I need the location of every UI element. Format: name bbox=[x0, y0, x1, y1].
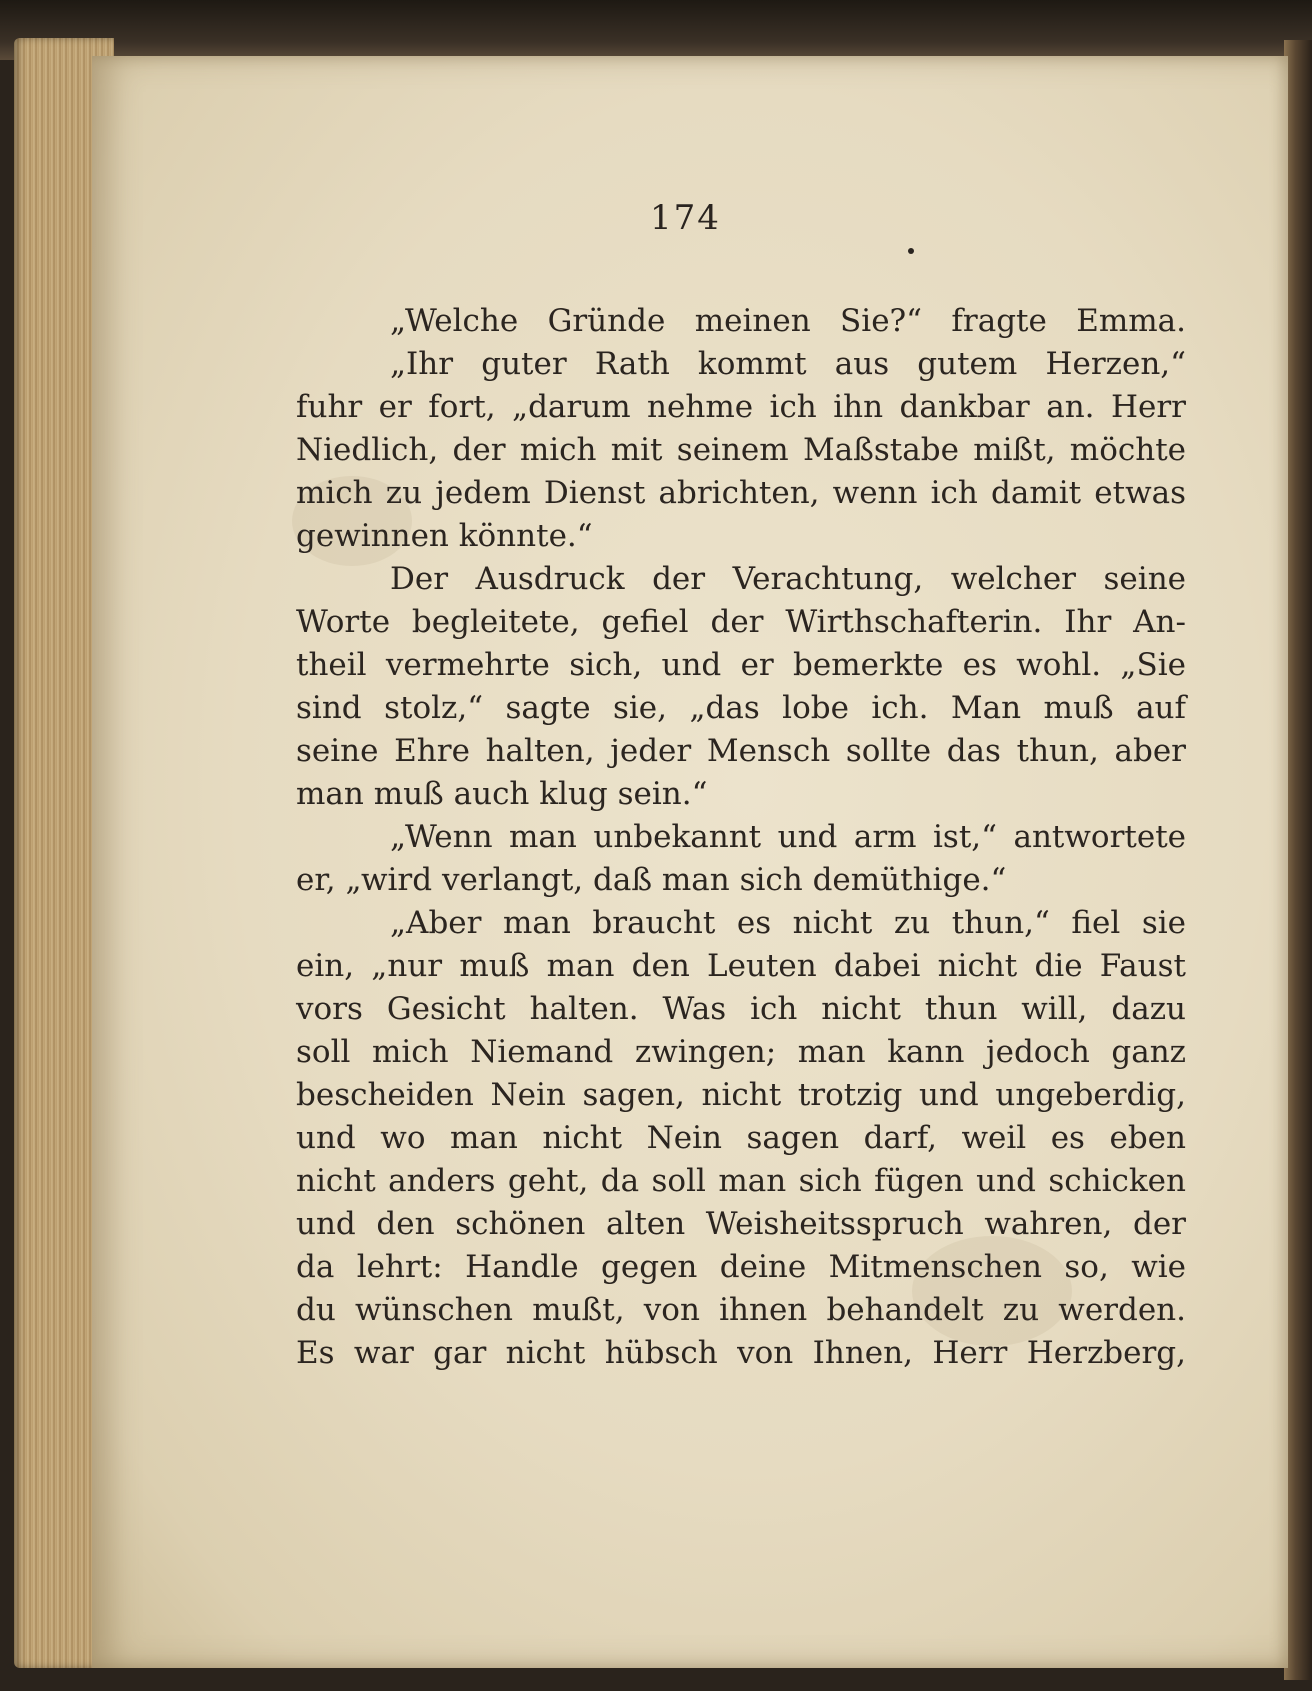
text-line: er, „wird verlangt, daß man sich demüthige.“ bbox=[296, 862, 1007, 898]
text-line: Der Ausdruck der Verachtung, welcher seine bbox=[390, 561, 1186, 597]
text-line: fuhr er fort, „darum nehme ich ihn dankbar an. Herr bbox=[296, 389, 1186, 425]
text-line: du wünschen mußt, von ihnen behandelt zu werden. bbox=[296, 1292, 1186, 1328]
text-line: sind stolz,“ sagte sie, „das lobe ich. Man muß auf bbox=[296, 690, 1186, 726]
text-line: und den schönen alten Weisheitsspruch wahren, der bbox=[296, 1206, 1186, 1242]
text-line: Niedlich, der mich mit seinem Maßstabe mißt, möchte bbox=[296, 432, 1186, 468]
book-top-edge bbox=[0, 0, 1312, 60]
text-line: da lehrt: Handle gegen deine Mitmenschen so, wie bbox=[296, 1249, 1186, 1285]
text-line: „Ihr guter Rath kommt aus gutem Herzen,“ bbox=[390, 346, 1186, 382]
body-text bbox=[296, 300, 1186, 1375]
text-line: gewinnen könnte.“ bbox=[296, 518, 593, 554]
text-line: und wo man nicht Nein sagen darf, weil es eben bbox=[296, 1120, 1186, 1156]
text-line: Es war gar nicht hübsch von Ihnen, Herr Herzberg, bbox=[296, 1335, 1186, 1371]
text-line: „Aber man braucht es nicht zu thun,“ fiel sie bbox=[390, 905, 1186, 941]
text-line: „Welche Gründe meinen Sie?“ fragte Emma. bbox=[390, 303, 1186, 339]
text-line: theil vermehrte sich, und er bemerkte es wohl. „Sie bbox=[296, 647, 1186, 683]
stray-dot bbox=[908, 248, 914, 254]
facing-page-edge bbox=[1284, 40, 1312, 1680]
text-line: „Wenn man unbekannt und arm ist,“ antwortete bbox=[390, 819, 1186, 855]
text-line: man muß auch klug sein.“ bbox=[296, 776, 708, 812]
text-line: ein, „nur muß man den Leuten dabei nicht die Faust bbox=[296, 948, 1186, 984]
text-line: seine Ehre halten, jeder Mensch sollte das thun, aber bbox=[296, 733, 1186, 769]
text-line: vors Gesicht halten. Was ich nicht thun will, dazu bbox=[296, 991, 1186, 1027]
text-line: mich zu jedem Dienst abrichten, wenn ich damit etwas bbox=[296, 475, 1186, 511]
text-line: bescheiden Nein sagen, nicht trotzig und ungeberdig, bbox=[296, 1077, 1186, 1113]
page-number: 174 bbox=[650, 198, 721, 238]
text-line: Worte begleitete, gefiel der Wirthschafterin. Ihr An- bbox=[296, 604, 1186, 640]
text-line: soll mich Niemand zwingen; man kann jedoch ganz bbox=[296, 1034, 1186, 1070]
text-line: nicht anders geht, da soll man sich fügen und schicken bbox=[296, 1163, 1186, 1199]
